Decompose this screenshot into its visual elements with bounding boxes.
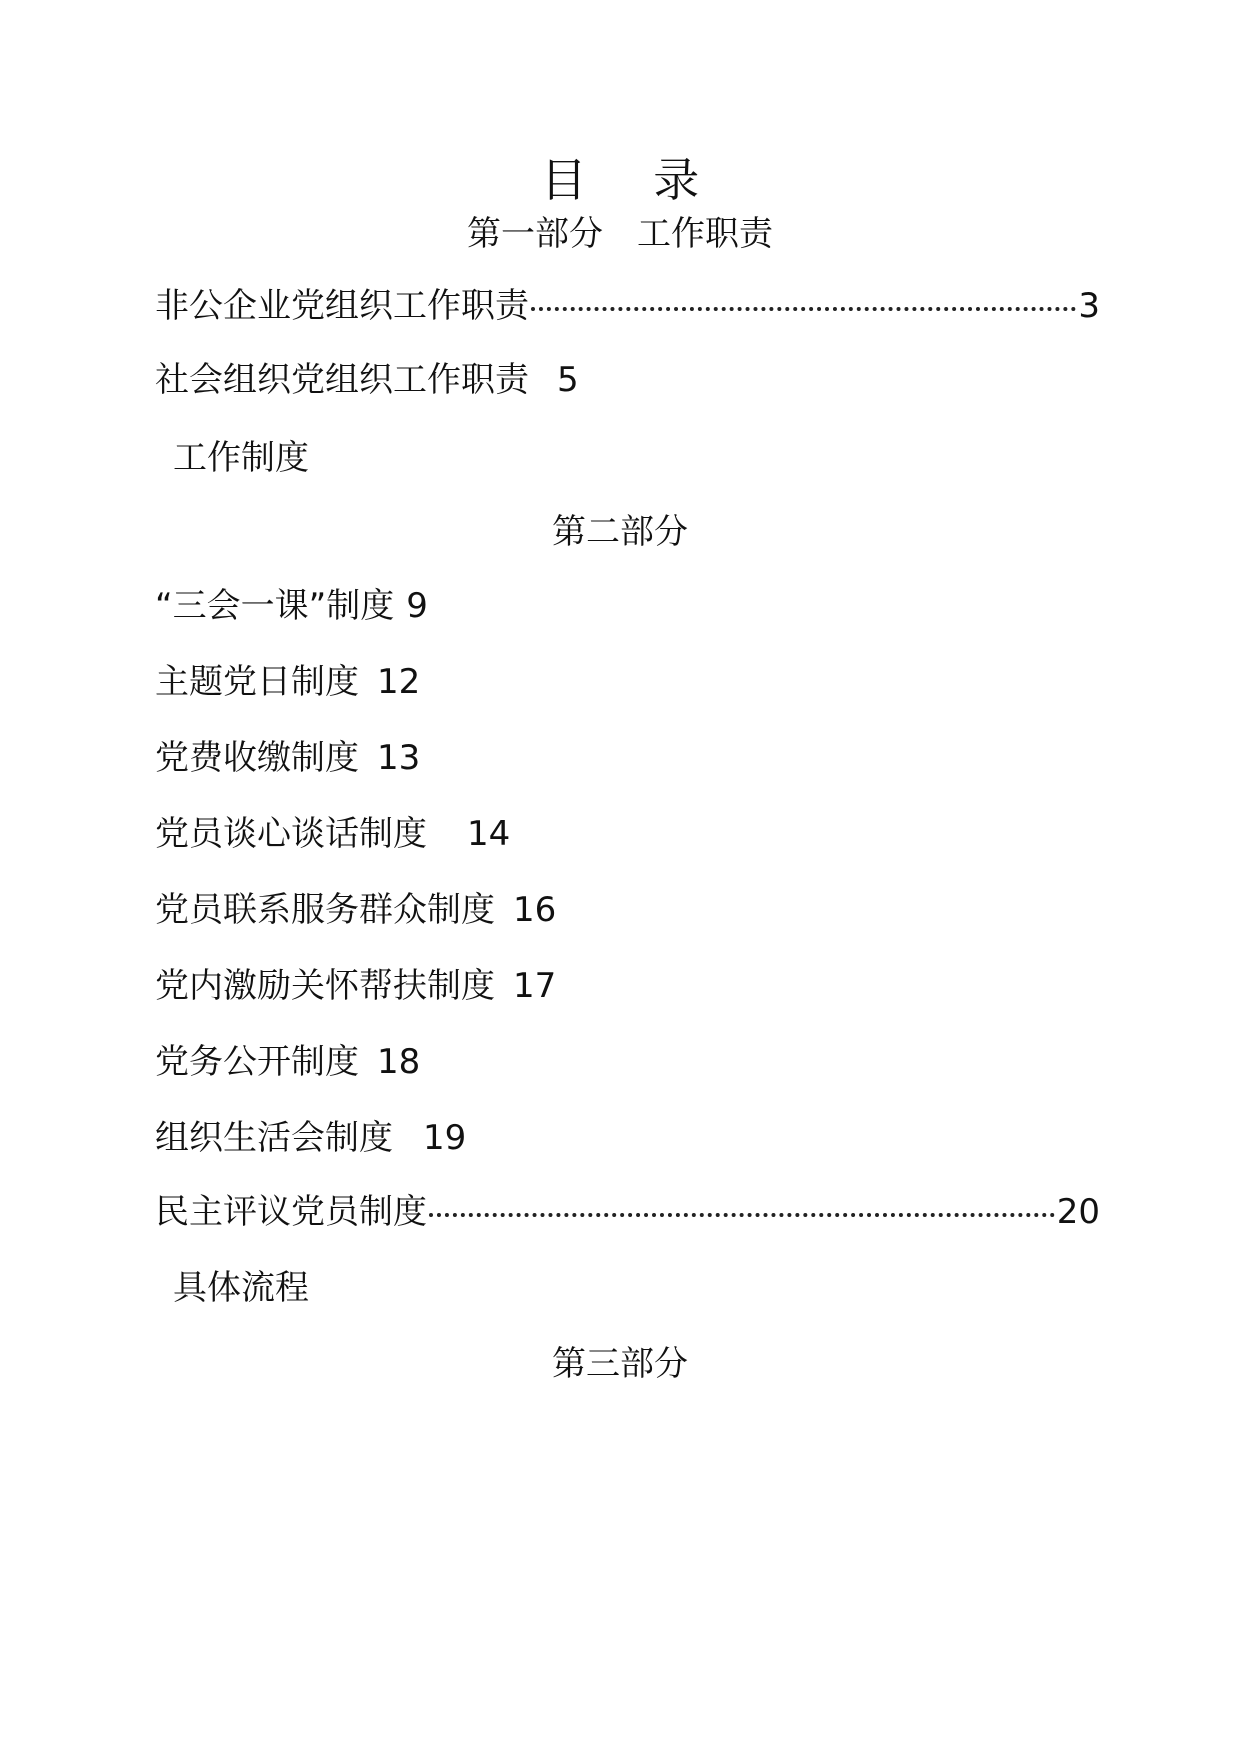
toc-entry-page: 18 (377, 1042, 421, 1082)
toc-entry-7 (155, 888, 556, 932)
toc-entry-page: 3 (1078, 286, 1100, 326)
toc-entry-1 (155, 284, 1100, 328)
toc-entry-8 (155, 964, 556, 1008)
toc-entry-text: 党员谈心谈话制度 (155, 814, 427, 854)
toc-entry-9 (155, 1040, 420, 1084)
toc-entry-page: 9 (406, 586, 428, 626)
toc-entry-text: 党内激励关怀帮扶制度 (155, 966, 495, 1006)
toc-entry-text: 党员联系服务群众制度 (155, 890, 495, 930)
toc-entry-10 (155, 1116, 466, 1160)
toc-entry-2 (155, 358, 579, 402)
toc-entry-5 (155, 736, 420, 780)
toc-entry-6 (155, 812, 510, 856)
toc-entry-page: 16 (513, 890, 557, 930)
toc-entry-text: 党费收缴制度 (155, 738, 359, 778)
section-procedures: 具体流程 (173, 1268, 309, 1308)
section-work-system: 工作制度 (173, 438, 309, 478)
toc-entry-text: 主题党日制度 (155, 662, 359, 702)
toc-entry-page: 5 (557, 360, 579, 400)
toc-entry-page: 20 (1056, 1192, 1100, 1232)
dot-leader (429, 1213, 1055, 1217)
toc-entry-page: 14 (467, 814, 511, 854)
page-title: 目 录 (540, 153, 726, 207)
toc-entry-page: 13 (377, 738, 421, 778)
part1-heading: 第一部分 工作职责 (467, 214, 773, 254)
toc-entry-page: 17 (513, 966, 557, 1006)
toc-entry-text: 民主评议党员制度 (155, 1192, 427, 1232)
toc-entry-11 (155, 1190, 1100, 1234)
toc-entry-text: 社会组织党组织工作职责 (155, 360, 529, 400)
toc-entry-text: 非公企业党组织工作职责 (155, 286, 529, 326)
toc-entry-text: “三会一课”制度 (155, 586, 395, 626)
part2-heading: 第二部分 (552, 512, 688, 552)
toc-entry-page: 12 (377, 662, 421, 702)
part3-heading: 第三部分 (552, 1344, 688, 1384)
toc-entry-page: 19 (423, 1118, 467, 1158)
toc-entry-4 (155, 660, 420, 704)
toc-entry-3 (155, 584, 428, 628)
dot-leader (531, 307, 1076, 311)
toc-entry-text: 党务公开制度 (155, 1042, 359, 1082)
toc-entry-text: 组织生活会制度 (155, 1118, 393, 1158)
